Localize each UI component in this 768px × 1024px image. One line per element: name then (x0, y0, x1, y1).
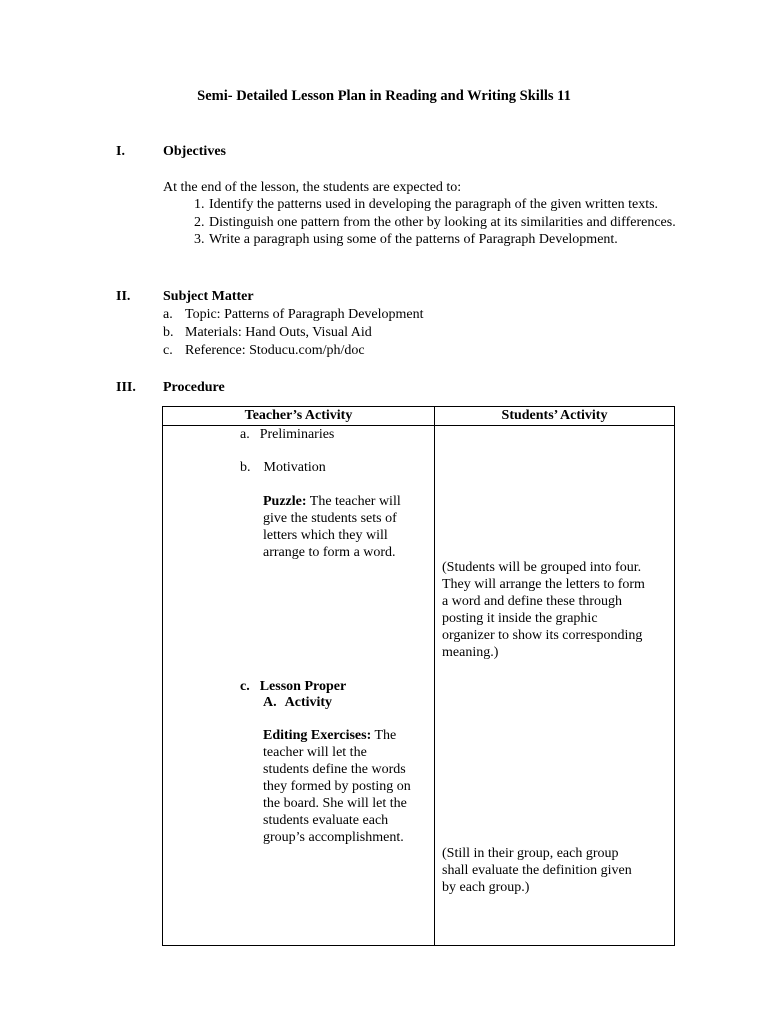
students-text: a word and define these through (442, 594, 622, 609)
list-item (163, 306, 424, 324)
students-text: organizer to show its corresponding (442, 628, 643, 643)
document-title: Semi- Detailed Lesson Plan in Reading and Writing Skills 11 (197, 88, 571, 104)
list-text: Preliminaries (259, 427, 335, 442)
puzzle-label: Puzzle: (263, 494, 307, 509)
section-numeral-objectives: I. (116, 144, 125, 159)
puzzle-text: give the students sets of (263, 511, 397, 526)
students-text: by each group.) (442, 880, 530, 895)
list-text: Materials: Hand Outs, Visual Aid (185, 325, 372, 340)
students-block-grouping (442, 559, 645, 661)
puzzle-text: letters which they will (263, 528, 388, 543)
header-students-activity: Students’ Activity (435, 407, 675, 426)
objective-item: 1. Identify the patterns used in developing the paragraph of the given written texts. (208, 196, 683, 213)
objective-item: 3. Write a paragraph using some of the patterns of Paragraph Development. (208, 231, 683, 248)
list-letter: A. (263, 695, 277, 710)
section-numeral-procedure: III. (116, 380, 136, 395)
puzzle-text: The teacher will (306, 494, 401, 509)
header-teachers-activity: Teacher’s Activity (163, 407, 435, 426)
teacher-item-a (240, 426, 334, 443)
students-text: (Students will be grouped into four. (442, 560, 642, 575)
editing-label: Editing Exercises: (263, 728, 372, 743)
procedure-table (162, 406, 675, 946)
teacher-activity-cell (163, 426, 435, 946)
objectives-intro: At the end of the lesson, the students are expected to: (163, 180, 462, 195)
list-letter: a. (240, 427, 250, 442)
students-text: (Still in their group, each group (442, 846, 619, 861)
students-block-evaluation (442, 845, 632, 896)
section-heading-procedure: Procedure (163, 380, 225, 395)
students-text: posting it inside the graphic (442, 611, 598, 626)
students-activity-cell (435, 426, 675, 946)
editing-text: they formed by posting on (263, 779, 411, 794)
editing-text: students define the words (263, 762, 406, 777)
objectives-list (163, 196, 683, 248)
editing-text: the board. She will let the (263, 796, 407, 811)
section-heading-objectives: Objectives (163, 144, 226, 159)
editing-text: students evaluate each (263, 813, 389, 828)
list-letter: b. (240, 460, 251, 475)
editing-text: group’s accomplishment. (263, 830, 404, 845)
puzzle-text: arrange to form a word. (263, 545, 396, 560)
list-letter: b. (163, 325, 174, 340)
students-text: meaning.) (442, 645, 499, 660)
list-letter: c. (240, 679, 250, 694)
editing-text: The (371, 728, 397, 743)
students-text: shall evaluate the definition given (442, 863, 632, 878)
list-text: Lesson Proper (259, 679, 347, 694)
list-text: Reference: Stoducu.com/ph/doc (185, 343, 365, 358)
section-numeral-subject-matter: II. (116, 289, 131, 304)
puzzle-paragraph (263, 493, 401, 561)
teacher-item-c (240, 678, 346, 695)
list-text: Activity (284, 695, 333, 710)
teacher-subitem-A (263, 694, 332, 711)
table-row (163, 426, 675, 946)
objective-item: 2. Distinguish one pattern from the other by looking at its similarities and differences. (208, 214, 683, 231)
editing-text: teacher will let the (263, 745, 367, 760)
list-item (163, 342, 424, 360)
table-header-row (163, 407, 675, 426)
subject-matter-list (163, 306, 424, 360)
list-text: Topic: Patterns of Paragraph Development (185, 307, 424, 322)
list-item (163, 324, 424, 342)
list-letter: a. (163, 307, 173, 322)
objectives-block (163, 179, 683, 248)
students-text: They will arrange the letters to form (442, 577, 645, 592)
editing-paragraph (263, 727, 411, 846)
teacher-item-b (240, 459, 326, 476)
section-heading-subject-matter: Subject Matter (163, 289, 254, 304)
list-text: Motivation (263, 460, 326, 475)
list-letter: c. (163, 343, 173, 358)
